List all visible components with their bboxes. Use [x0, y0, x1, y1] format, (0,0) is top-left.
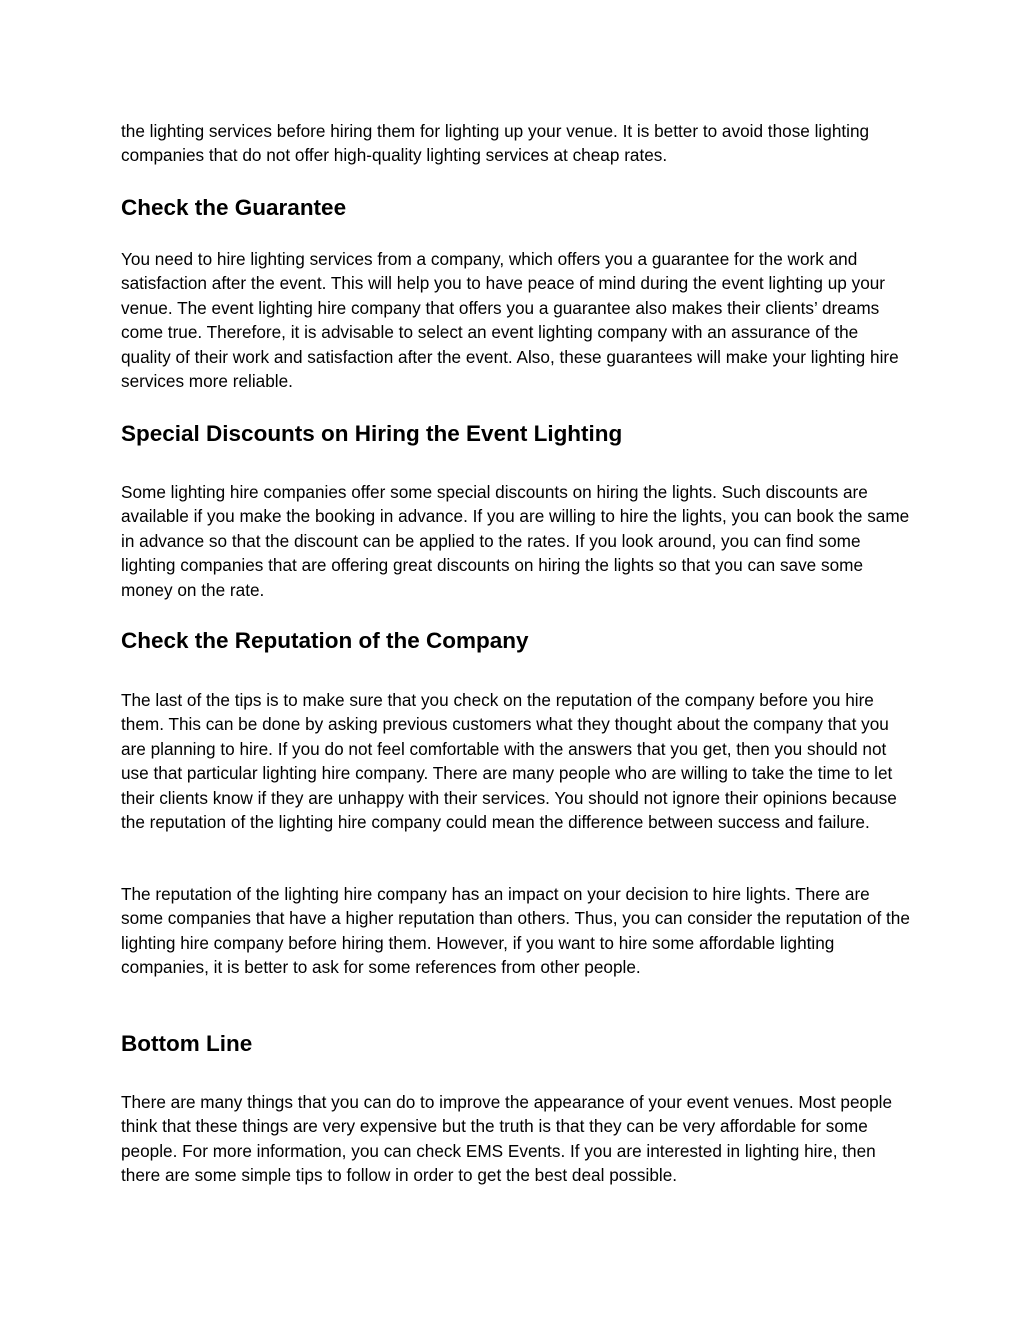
paragraph-discounts: Some lighting hire companies offer some special discounts on hiring the lights. Such discounts are available if you make the booking in advance. If you are willing to hire the lights, you can book the same in advance so that the discount can be applied to the rates. If you look around, you can find some lighting companies that are offering great discounts on hiring the lights so that you can save some money on the rate.: [121, 482, 910, 600]
heading-check-reputation: Check the Reputation of the Company: [121, 628, 529, 653]
heading-bottom-line: Bottom Line: [121, 1031, 253, 1056]
paragraph-bottom-line: There are many things that you can do to improve the appearance of your event venues. Most people think that these things are very expensive but the truth is that they can be very affordable for some people. For more information, you can check EMS Events. If you are interested in lighting hire, then there are some simple tips to follow in order to get the best deal possible.: [121, 1092, 893, 1186]
heading-check-guarantee: Check the Guarantee: [121, 195, 347, 220]
paragraph-reputation-1: The last of the tips is to make sure that you check on the reputation of the company before you hire them. This can be done by asking previous customers what they thought about the company that you are planning to hire. If you do not feel comfortable with the answers that you get, then you should not use that particular lighting hire company. There are many people who are willing to take the time to let their clients know if they are unhappy with their services. You should not ignore their opinions because the reputation of the lighting hire company could mean the difference between success and failure.: [121, 690, 897, 833]
intro-paragraph: the lighting services before hiring them for lighting up your venue. It is better to avoid those lighting companies that do not offer high-quality lighting services at cheap rates.: [121, 121, 870, 166]
paragraph-guarantee: You need to hire lighting services from a company, which offers you a guarantee for the work and satisfaction after the event. This will help you to have peace of mind during the event lighting up your venue. The event lighting hire company that offers you a guarantee also makes their clients’ dreams come true. Therefore, it is advisable to select an event lighting company with an assurance of the quality of their work and satisfaction after the event. Also, these guarantees will make your lighting hire services more reliable.: [121, 249, 899, 392]
paragraph-reputation-2: The reputation of the lighting hire company has an impact on your decision to hire lights. There are some companies that have a higher reputation than others. Thus, you can consider the reputation of the lighting hire company before hiring them. However, if you want to hire some affordable lighting companies, it is better to ask for some references from other people.: [121, 884, 910, 978]
heading-special-discounts: Special Discounts on Hiring the Event Lighting: [121, 421, 623, 446]
